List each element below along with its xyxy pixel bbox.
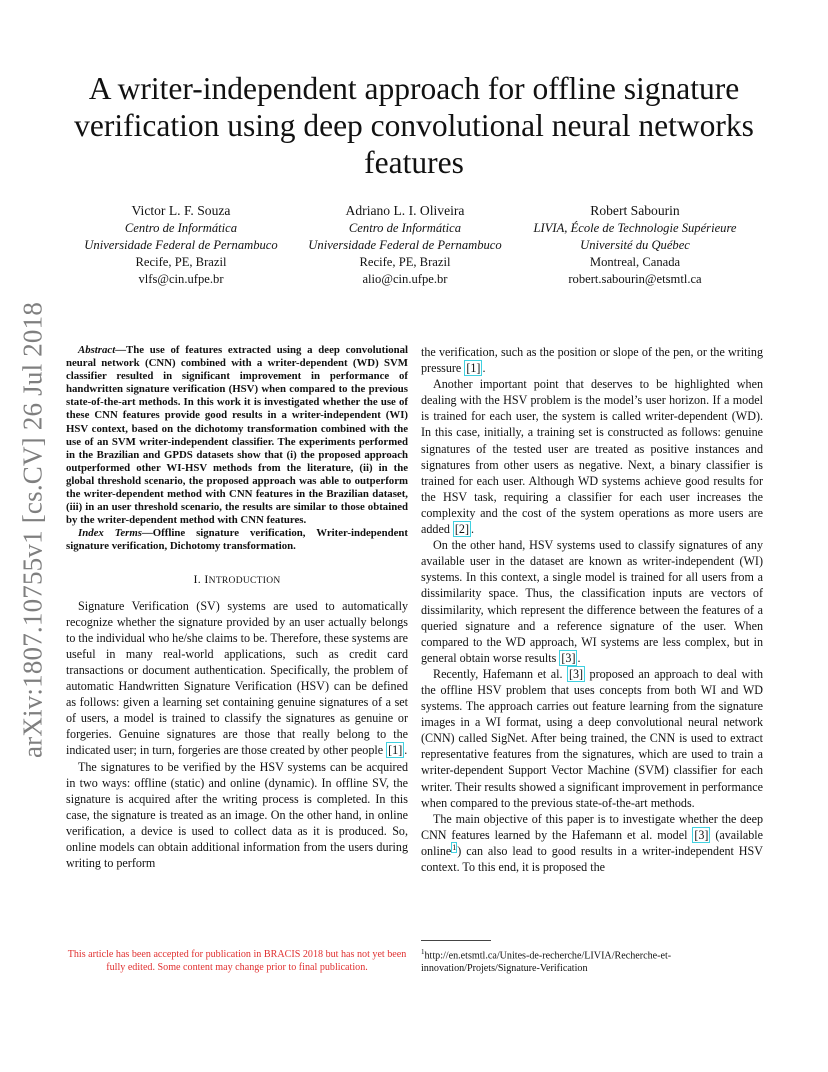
abstract-text: —The use of features extracted using a deep convolutional neural network (CNN) combined with a writer-dependent (WD) SVM classifier resulted in significant improvement in performance of handwritten signature verification (HSV) when compared to the previous state-of-the-art methods. In this work it is investigated whether the use of these CNN features provide good results in a writer-independent (WI) HSV context, based on the dichotomy transformation combined with the use of an SVM writer-independent classifier. The experiments performed in the Brazilian and GPDS datasets show that (i) the proposed approach outperformed other WI-HSV methods from the literature, (ii) in the global threshold scenario, the proposed approach was able to outperform the writer-dependent method with CNN features in the Brazilian dataset, (iii) in an user threshold scenario, the results are similar to those obtained by the writer-dependent method with CNN features. [66,344,408,527]
citation-link[interactable]: [1] [466,361,481,376]
author-org: Universidade Federal de Pernambuco [84,238,278,252]
abstract [66,344,408,527]
paragraph-text: the verification, such as the position or slope of the pen, or the writing pressure [421,345,763,376]
paragraph-text: (available online [421,827,763,858]
section-heading [66,571,408,589]
author-name: Robert Sabourin [590,203,680,218]
author-name: Victor L. F. Souza [131,203,231,218]
footnote-marker[interactable]: 1 [452,842,457,852]
index-terms-text: —Offline signature verification, Writer-independent signature verification, Dichotomy transformation. [66,527,409,553]
author-dept: LIVIA, École de Technologie Supérieure [533,221,737,235]
paragraph [421,811,763,875]
author-org: Universidade Federal de Pernambuco [308,238,502,252]
author-1 [56,202,306,288]
citation-link[interactable]: [1] [388,743,403,758]
paragraph-end: . [404,743,408,758]
author-city: Recife, PE, Brazil [359,255,451,269]
footnote-mark: 1 [421,948,425,956]
arxiv-stamp-text: arXiv:1807.10755v1 [cs.CV] 26 Jul 2018 [17,301,48,759]
paragraph-text: ) can also lead to good results in a writer-independent HSV context. To this end, it is proposed the [421,843,763,874]
paragraph [421,666,763,811]
arxiv-stamp [18,295,48,765]
author-email: robert.sabourin@etsmtl.ca [568,272,702,286]
section-first-letter: I [204,571,209,586]
author-dept: Centro de Informática [348,221,462,235]
section-number: I. [193,571,202,586]
paragraph-end: . [577,650,581,665]
paragraph [421,537,763,666]
abstract-label: Abstract [78,344,116,356]
paragraph [421,344,763,376]
author-email: vlfs@cin.ufpe.br [138,272,224,286]
acceptance-note: This article has been accepted for publication in BRACIS 2018 but has not yet been fully edited. Some content may change prior to final publication. [67,949,407,973]
author-city: Montreal, Canada [589,255,681,269]
footnote-url[interactable]: http://en.etsmtl.ca/Unites-de-recherche/LIVIA/Recherche-et-innovation/Projets/Signature-Verification [421,950,672,974]
left-column [66,344,408,871]
footnote-rule [421,940,491,941]
citation-link[interactable]: [3] [694,827,709,842]
citation-link[interactable]: [3] [561,650,576,665]
paragraph-text: Another important point that deserves to be highlighted when dealing with the HSV problem is the model’s user horizon. If a model is trained for each user, the system is called writer-dependent (WD). In this case, initially, a training set is constructed as follows: genuine signatures of the tested user are treated as positive instances and signatures from other users as negative. Next, a binary classifier is trained for each user. Although WD systems achieve good results for the HSV task, requiring a classifier for each user increases the complexity and the cost of the system operations as more users are added [421,377,763,537]
author-3 [510,202,760,288]
index-terms-label: Index Terms [78,527,142,540]
paragraph [421,376,763,537]
author-email: alio@cin.ufpe.br [362,272,448,286]
paragraph-end: . [482,361,486,376]
author-org: Université du Québec [580,238,690,252]
citation-link[interactable]: [2] [454,522,470,537]
footnote [421,946,763,975]
paragraph-end: . [471,522,475,537]
author-city: Recife, PE, Brazil [135,255,227,269]
paragraph-text: Signature Verification (SV) systems are used to automatically recognize whether the signature provided by an user actually belongs to the individual who he/she claims to be. Therefore, these systems are useful in many real-world applications, such as credit card transactions or document authentication. Specifically, the problem of automatic Handwritten Signature Verification (HSV) can be defined as follows: given a learning set containing genuine signatures of a set of users, a model is trained to classify the signatures as genuine or forgeries. Genuine signatures are those that really belong to the indicated user; in turn, forgeries are those created by other people [66,598,409,758]
paper-title: A writer-independent approach for offline signature verification using deep convolutional neural networks features [74,71,754,180]
paragraph-text: The main objective of this paper is to investigate whether the deep CNN features learned by the Hafemann et al. model [421,811,763,842]
right-column [421,344,763,875]
citation-link[interactable]: [3] [568,666,584,681]
paragraph-text: On the other hand, HSV systems used to classify signatures of any available user in the dataset are known as writer-independent (WI) systems. In this context, a single model is trained for all users from a dissimilarity space. Thus, the classification inputs are vectors of dissimilarity, which represent the difference between the features of a queried signature and a reference signature of the user. When compared to the WD approach, WI systems are less complex, but in general obtain worse results [421,538,763,665]
paragraph-text: The signatures to be verified by the HSV systems can be acquired in two ways: offline (static) and online (dynamic). In offline SV, the signature is acquired after the writing process is completed. In this case, the signature is treated as an image. On the other hand, in online verification, a device is used to collect data as it is produced. So, online models can obtain additional information from the users during writing to perform [66,759,408,871]
paragraph-text: proposed an approach to deal with the offline HSV problem that uses concepts from both WI and WD systems. The approach carries out feature learning from the signature images in a WI format, using a deep convolutional neural network (CNN) called SigNet. After being trained, the CNN is used to extract representative features from the signatures, which are used to train a writer-dependent Support Vector Machine (SVM) classifier for each writer. Their results showed a significant improvement in performance when compared to the previous state-of-the-art methods. [421,666,763,810]
author-dept: Centro de Informática [124,221,238,235]
paragraph [66,759,408,872]
index-terms [66,527,408,553]
author-2 [280,202,530,288]
paragraph [66,598,408,759]
paragraph-text: Recently, Hafemann et al. [433,666,567,681]
author-name: Adriano L. I. Oliveira [345,203,465,218]
section-rest: NTRODUCTION [208,575,281,586]
